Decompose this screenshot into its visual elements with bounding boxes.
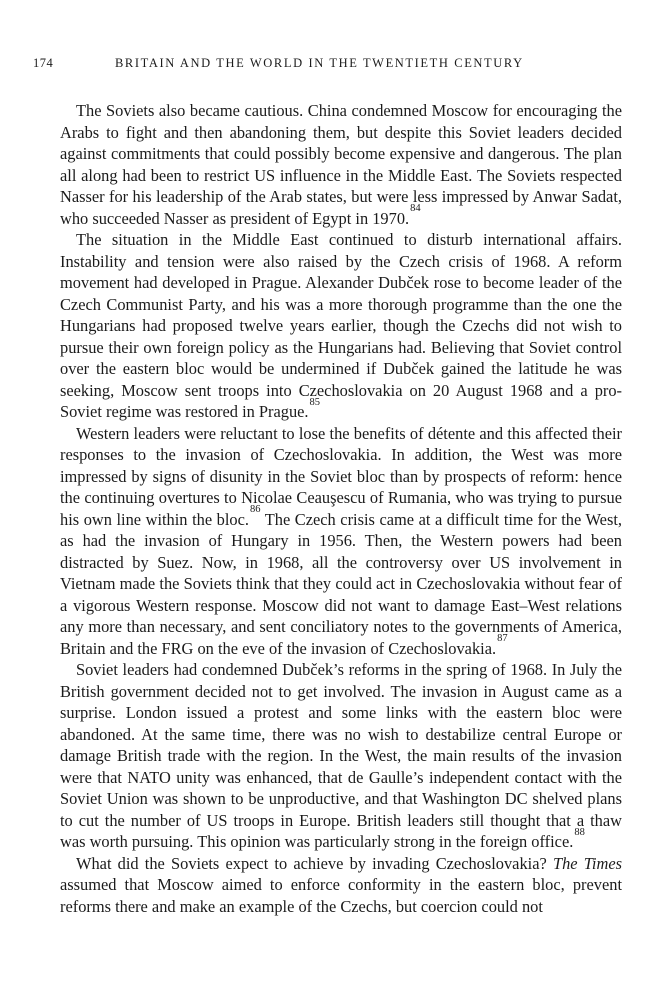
paragraph-text: Soviet leaders had condemned Dubček’s reforms in the spring of 1968. In July the British government decided not to get involved. The invasion in August came as a surprise. London issued a protest and some links with the eastern bloc were abandoned. At the same time, there was no wish to destabilize central Europe or damage British trade with the region. In the West, the main results of the invasion were that NATO unity was enhanced, that de Gaulle’s independent contact with the Soviet Union was shown to be unproductive, and that Washington DC shelved plans to cut the number of US troops in Europe. British leaders still thought that a thaw was worth pursuing. This opinion was particularly strong in the foreign office. xyxy=(60,660,622,851)
paragraph-text: What did the Soviets expect to achieve by invading Czechoslovakia? xyxy=(76,853,553,873)
paragraph xyxy=(60,423,622,660)
paragraph-text: Western leaders were reluctant to lose the benefits of détente and this affected their responses to the invasion of Czechoslovakia. In addition, the West was more impressed by signs of disunity in the Soviet bloc than by prospects of reform: hence the continuing overtures to Nicolae Ceauşescu of Rumania, who was trying to pursue his own line within the bloc. xyxy=(60,423,622,529)
running-title: BRITAIN AND THE WORLD IN THE TWENTIETH CENTURY xyxy=(115,56,524,70)
running-head xyxy=(33,55,623,71)
paragraph xyxy=(60,853,622,918)
paragraph xyxy=(60,659,622,853)
footnote-marker: 88 xyxy=(574,826,585,838)
paragraph-text: assumed that Moscow aimed to enforce conformity in the eastern bloc, prevent reforms there and make an example of the Czechs, but coercion could not xyxy=(60,875,622,916)
footnote-marker: 84 xyxy=(410,203,421,215)
paragraph-text: The Soviets also became cautious. China condemned Moscow for encouraging the Arabs to fight and then abandoning them, but despite this Soviet leaders decided against commitments that could possibly become expensive and dangerous. The plan all along had been to restrict US influence in the Middle East. The Soviets respected Nasser for his leadership of the Arab states, but were less impressed by Anwar Sadat, who succeeded Nasser as president of Egypt in 1970. xyxy=(60,101,622,228)
paragraph xyxy=(60,229,622,423)
body-text xyxy=(60,100,622,917)
footnote-marker: 85 xyxy=(309,396,321,408)
newspaper-title: The Times xyxy=(552,853,622,873)
paragraph-text: The situation in the Middle East continued to disturb international affairs. Instability and tension were also raised by the Czech crisis of 1968. A reform movement had developed in Prague. Alexander Dubček rose to become leader of the Czech Communist Party, and his was a more thorough programme than the one the Hungarians had proposed twelve years earlier, though the Czechs did not wish to pursue their own foreign policy as the Hungarians had. Believing that Soviet control over the eastern bloc would be undermined if Dubček gained the latitude he was seeking, Moscow sent troops into Czechoslovakia on 20 August 1968 and a pro-Soviet regime was restored in Prague. xyxy=(60,230,622,421)
page-number: 174 xyxy=(33,56,54,70)
paragraph-text: The Czech crisis came at a difficult time for the West, as had the invasion of Hungary in 1956. Then, the Western powers had been distracted by Suez. Now, in 1968, all the controversy over US involvement in Vietnam made the Soviets think that they could act in Czechoslovakia without fear of a vigorous Western response. Moscow did not want to damage East–West relations any more than necessary, and sent conciliatory notes to the governments of America, Britain and the FRG on the eve of the invasion of Czechoslovakia. xyxy=(60,509,622,658)
footnote-marker: 87 xyxy=(497,633,508,645)
paragraph xyxy=(60,100,622,229)
footnote-marker: 86 xyxy=(249,504,261,516)
